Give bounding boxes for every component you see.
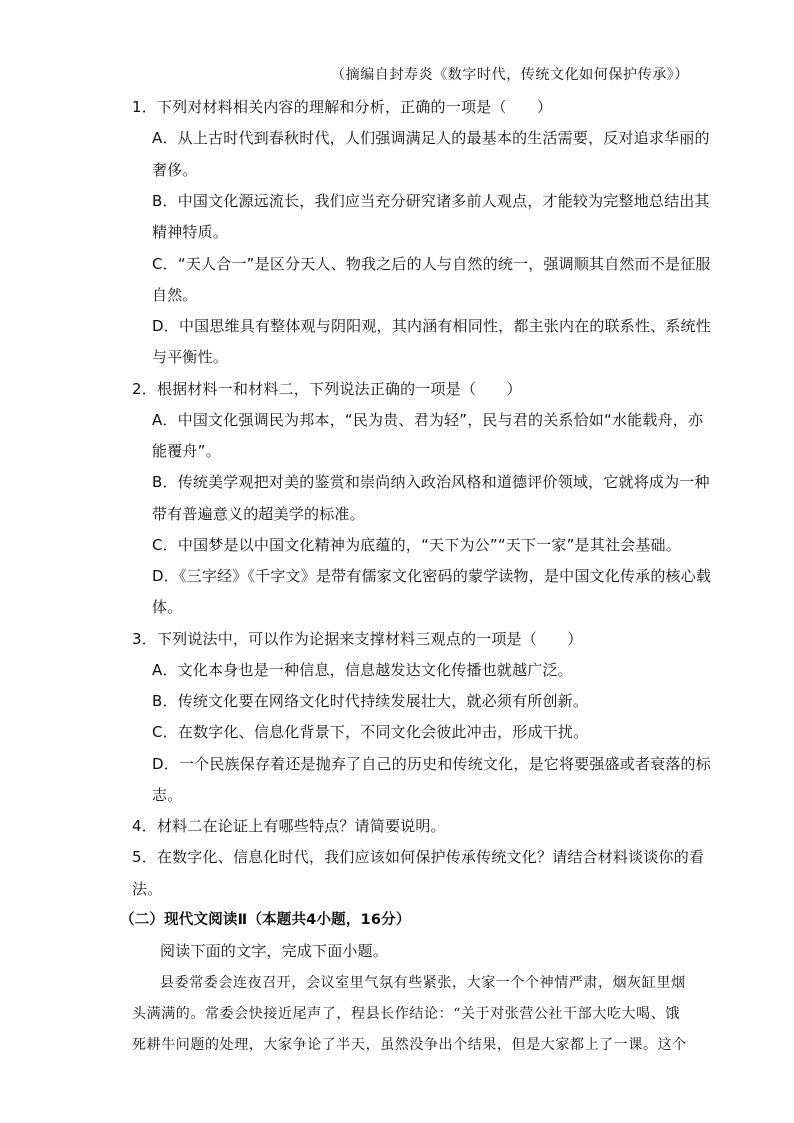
q1-option-c-line1: C．“天人合一”是区分天人、物我之后的人与自然的统一，强调顺其自然而不是征服 (152, 255, 711, 273)
q3-option-b: B．传统文化要在网络文化时代持续发展壮大，就必须有所创新。 (152, 692, 589, 710)
q2-option-d-line1: D．《三字经》《千字文》是带有儒家文化密码的蒙学读物，是中国文化传承的核心载 (152, 567, 712, 585)
q3-option-d-line1: D．一个民族保存着还是抛弃了自己的历史和传统文化，是它将要强盛或者衰落的标 (152, 755, 711, 773)
question-2-stem: 2．根据材料一和材料二，下列说法正确的一项是（ ） (132, 380, 522, 398)
question-3-stem: 3．下列说法中，可以作为论据来支撑材料三观点的一项是（ ） (132, 630, 583, 648)
q2-option-d-line2: 体。 (152, 598, 183, 616)
q1-option-a-line2: 奢侈。 (152, 161, 198, 179)
reading-instruction: 阅读下面的文字，完成下面小题。 (160, 942, 389, 960)
q1-option-a-line1: A．从上古时代到春秋时代，人们强调满足人的最基本的生活需要，反对追求华丽的 (152, 129, 710, 147)
q2-option-a-line1: A．中国文化强调民为邦本，“民为贵、君为轻”，民与君的关系恰如“水能载舟，亦 (152, 411, 704, 429)
question-1-stem: 1．下列对材料相关内容的理解和分析，正确的一项是（ ） (132, 98, 553, 116)
q3-option-a: A．文化本身也是一种信息，信息越发达文化传播也就越广泛。 (152, 661, 573, 679)
question-4: 4．材料二在论证上有哪些特点？请简要说明。 (132, 817, 446, 835)
source-note: （摘编自封寿炎《数字时代，传统文化如何保护传承》） (331, 67, 689, 83)
q1-option-c-line2: 自然。 (152, 286, 198, 304)
q2-option-a-line2: 能覆舟”。 (152, 442, 221, 460)
q1-option-b-line1: B．中国文化源远流长，我们应当充分研究诸多前人观点，才能较为完整地总结出其 (152, 192, 710, 210)
q2-option-c: C．中国梦是以中国文化精神为底蕴的，“天下为公”“天下一家”是其社会基础。 (152, 536, 681, 554)
passage-line-2: 头满满的。常委会快接近尾声了，程县长作结论：“关于对张营公社干部大吃大喝、饿 (132, 1006, 680, 1022)
q2-option-b-line1: B．传统美学观把对美的鉴赏和崇尚纳入政治风格和道德评价领域，它就将成为一种 (152, 473, 710, 491)
passage-line-1: 县委常委会连夜召开，会议室里气氛有些紧张，大家一个个神情严肃，烟灰缸里烟 (160, 975, 686, 991)
q3-option-c: C．在数字化、信息化背景下，不同文化会彼此冲击，形成干扰。 (152, 723, 589, 741)
q1-option-d-line1: D．中国思维具有整体观与阴阳观，其内涵有相同性，都主张内在的联系性、系统性 (152, 317, 711, 335)
q3-option-d-line2: 志。 (152, 786, 183, 804)
section-heading: （二）现代文阅读Ⅱ（本题共4小题，16分） (120, 912, 411, 928)
q1-option-d-line2: 与平衡性。 (152, 348, 229, 366)
question-5-line2: 法。 (132, 880, 163, 898)
q2-option-b-line2: 带有普遍意义的超美学的标准。 (152, 505, 365, 523)
passage-line-3: 死耕牛问题的处理，大家争论了半天，虽然没争出个结果，但是大家都上了一课。这个 (132, 1037, 687, 1053)
q1-option-b-line2: 精神特质。 (152, 223, 229, 241)
question-5-line1: 5．在数字化、信息化时代，我们应该如何保护传承传统文化？请结合材料谈谈你的看 (132, 848, 705, 866)
